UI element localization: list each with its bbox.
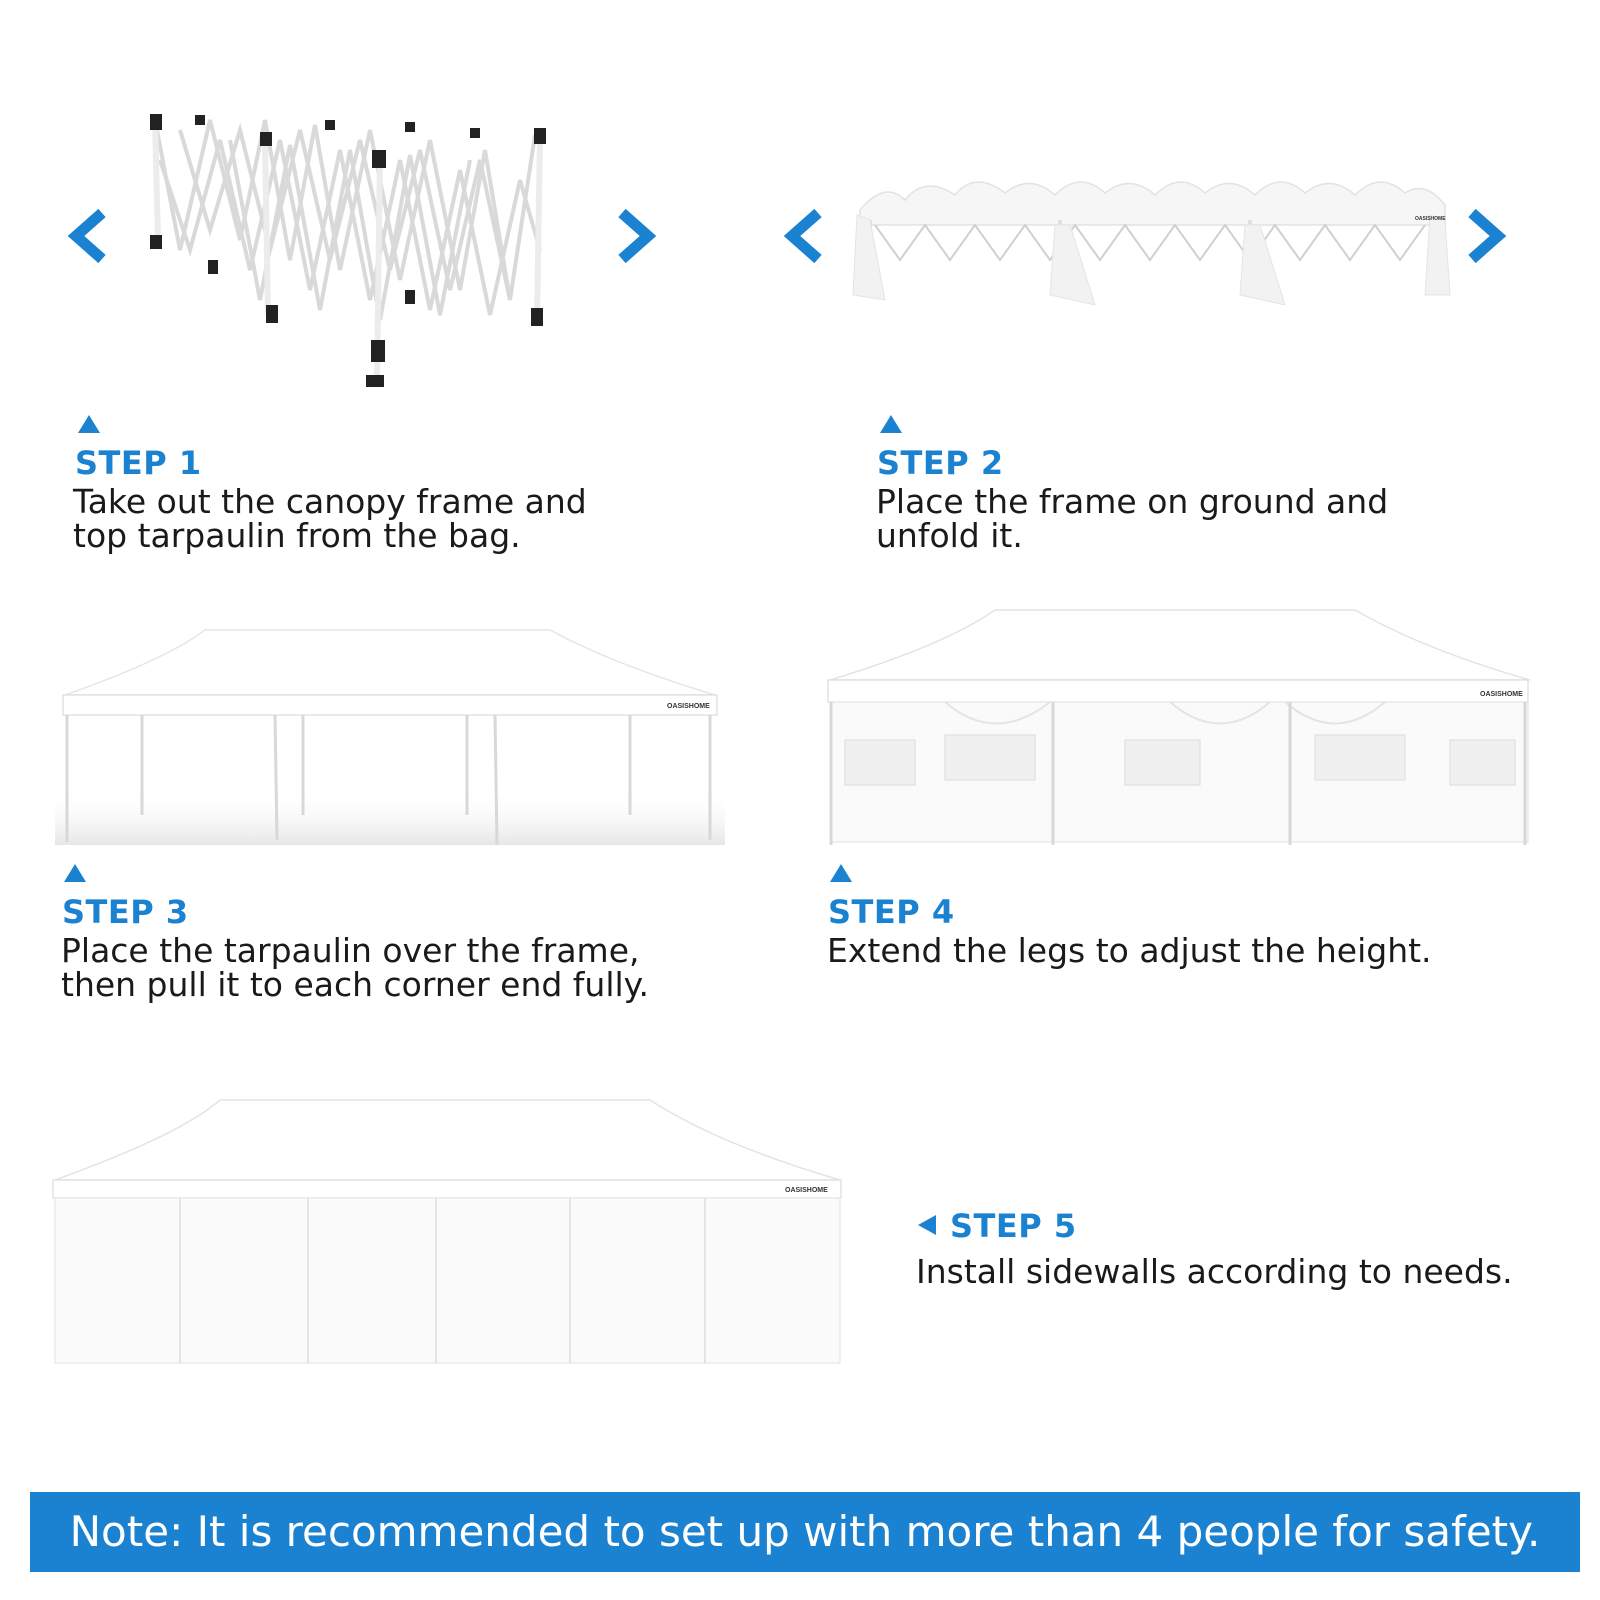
chevron-right-icon[interactable] bbox=[1462, 208, 1512, 264]
step3-canopy-image bbox=[55, 620, 725, 860]
step5-title: STEP 5 bbox=[950, 1207, 1077, 1245]
step3-line2: then pull it to each corner end fully. bbox=[61, 965, 649, 1004]
step1-title: STEP 1 bbox=[75, 444, 202, 482]
step4-canopy-image bbox=[825, 605, 1535, 855]
step1-frame-image bbox=[140, 100, 580, 400]
triangle-up-icon bbox=[830, 864, 852, 882]
step2-line2: unfold it. bbox=[876, 516, 1023, 555]
step4-title: STEP 4 bbox=[828, 893, 955, 931]
safety-note-banner bbox=[30, 1492, 1580, 1572]
step4-line1: Extend the legs to adjust the height. bbox=[827, 931, 1432, 970]
brand-label-step5: OASISHOME bbox=[785, 1187, 828, 1194]
chevron-left-icon[interactable] bbox=[62, 208, 112, 264]
step3-title: STEP 3 bbox=[62, 893, 189, 931]
step5-canopy-image bbox=[50, 1095, 845, 1370]
chevron-left-icon[interactable] bbox=[778, 208, 828, 264]
step2-title: STEP 2 bbox=[877, 444, 1004, 482]
chevron-right-icon[interactable] bbox=[612, 208, 662, 264]
brand-label-step4: OASISHOME bbox=[1480, 691, 1523, 698]
triangle-up-icon bbox=[78, 415, 100, 433]
step1-line2: top tarpaulin from the bag. bbox=[73, 516, 521, 555]
triangle-left-icon bbox=[918, 1215, 936, 1235]
step5-line1: Install sidewalls according to needs. bbox=[916, 1252, 1513, 1291]
step3-line1: Place the tarpaulin over the frame, bbox=[61, 931, 640, 970]
step2-frame-image bbox=[845, 165, 1455, 315]
step1-line1: Take out the canopy frame and bbox=[73, 482, 587, 521]
triangle-up-icon bbox=[64, 864, 86, 882]
step2-line1: Place the frame on ground and bbox=[876, 482, 1389, 521]
safety-note-text: Note: It is recommended to set up with more than 4 people for safety. bbox=[69, 1507, 1541, 1556]
triangle-up-icon bbox=[880, 415, 902, 433]
brand-label-step2: OASISHOME bbox=[1415, 216, 1446, 222]
brand-label-step3: OASISHOME bbox=[667, 703, 710, 710]
